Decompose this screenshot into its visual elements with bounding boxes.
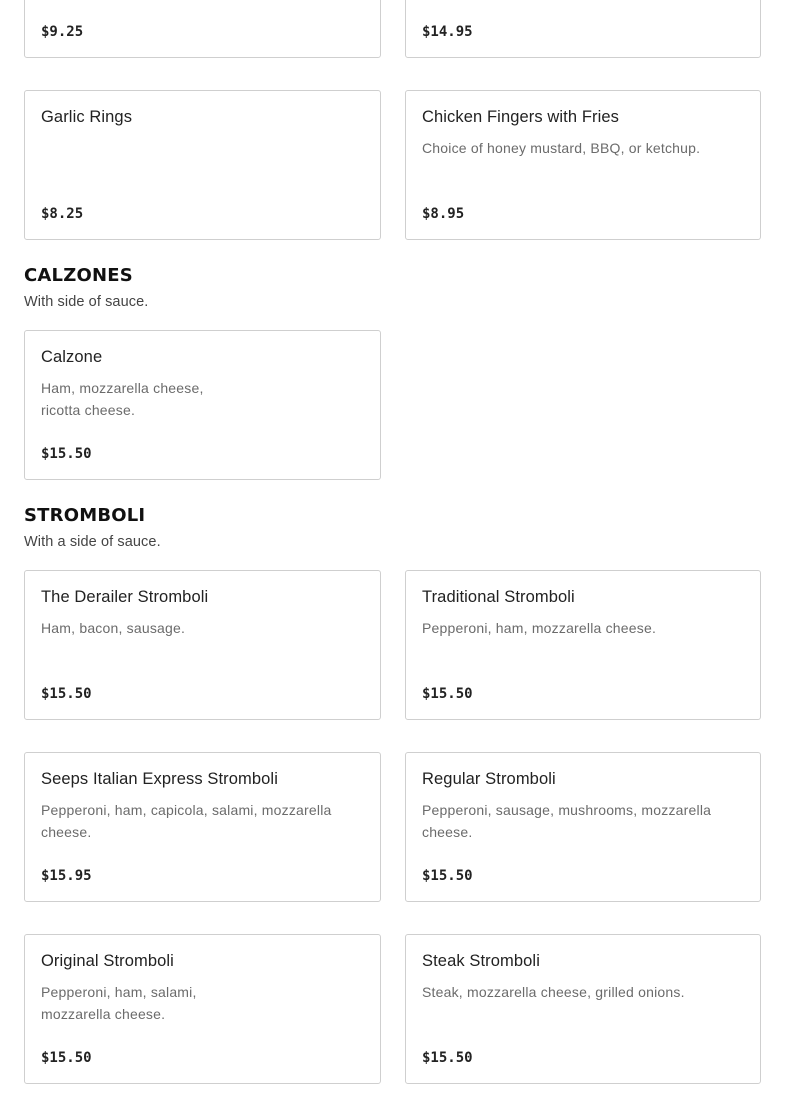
item-price: $8.25 (41, 206, 84, 222)
menu-item-derailer-stromboli[interactable] (24, 570, 381, 720)
item-name: Regular Stromboli (422, 770, 556, 788)
section-subtitle-calzones: With side of sauce. (24, 294, 149, 310)
menu-item-original-stromboli[interactable] (24, 934, 381, 1084)
item-price: $15.50 (422, 868, 473, 884)
item-price: $9.25 (41, 24, 84, 40)
menu-item-card[interactable] (405, 0, 761, 58)
menu-item-steak-stromboli[interactable] (405, 934, 761, 1084)
item-name: Traditional Stromboli (422, 588, 575, 606)
item-price: $15.50 (41, 446, 92, 462)
item-price: $15.50 (422, 1050, 473, 1066)
section-title-stromboli: STROMBOLI (24, 505, 146, 526)
item-price: $15.95 (41, 868, 92, 884)
item-name: Calzone (41, 348, 103, 366)
item-price: $15.50 (41, 686, 92, 702)
item-price: $15.50 (422, 686, 473, 702)
menu-item-calzone[interactable] (24, 330, 381, 480)
item-description: Choice of honey mustard, BBQ, or ketchup. (422, 140, 701, 156)
item-description: Ham, bacon, sausage. (41, 620, 186, 636)
section-title-calzones: CALZONES (24, 265, 133, 286)
item-description: Pepperoni, ham, mozzarella cheese. (422, 620, 657, 636)
item-name: Garlic Rings (41, 108, 133, 126)
menu-item-seeps-italian-express-stromboli[interactable] (24, 752, 381, 902)
menu-item-chicken-fingers[interactable] (405, 90, 761, 240)
menu-item-traditional-stromboli[interactable] (405, 570, 761, 720)
item-name: The Derailer Stromboli (41, 588, 209, 606)
item-description (41, 981, 366, 1025)
item-price: $8.95 (422, 206, 465, 222)
item-name: Chicken Fingers with Fries (422, 108, 619, 126)
menu-item-card[interactable] (24, 0, 381, 58)
item-price: $15.50 (41, 1050, 92, 1066)
item-description-line: mozzarella cheese. (41, 1006, 166, 1022)
item-name: Steak Stromboli (422, 952, 540, 970)
item-description: Pepperoni, sausage, mushrooms, mozzarella cheese. (422, 802, 712, 840)
item-description-line: Pepperoni, ham, salami, (41, 984, 197, 1000)
item-description: Steak, mozzarella cheese, grilled onions. (422, 984, 685, 1000)
item-description-line: Ham, mozzarella cheese, (41, 380, 204, 396)
item-name: Seeps Italian Express Stromboli (41, 770, 278, 788)
menu-item-garlic-rings[interactable] (24, 90, 381, 240)
item-price: $14.95 (422, 24, 473, 40)
item-description-line: ricotta cheese. (41, 402, 136, 418)
menu-item-regular-stromboli[interactable] (405, 752, 761, 902)
item-description (41, 377, 366, 421)
item-description: Pepperoni, ham, capicola, salami, mozzarella cheese. (41, 802, 332, 840)
section-subtitle-stromboli: With a side of sauce. (24, 534, 161, 550)
item-name: Original Stromboli (41, 952, 174, 970)
